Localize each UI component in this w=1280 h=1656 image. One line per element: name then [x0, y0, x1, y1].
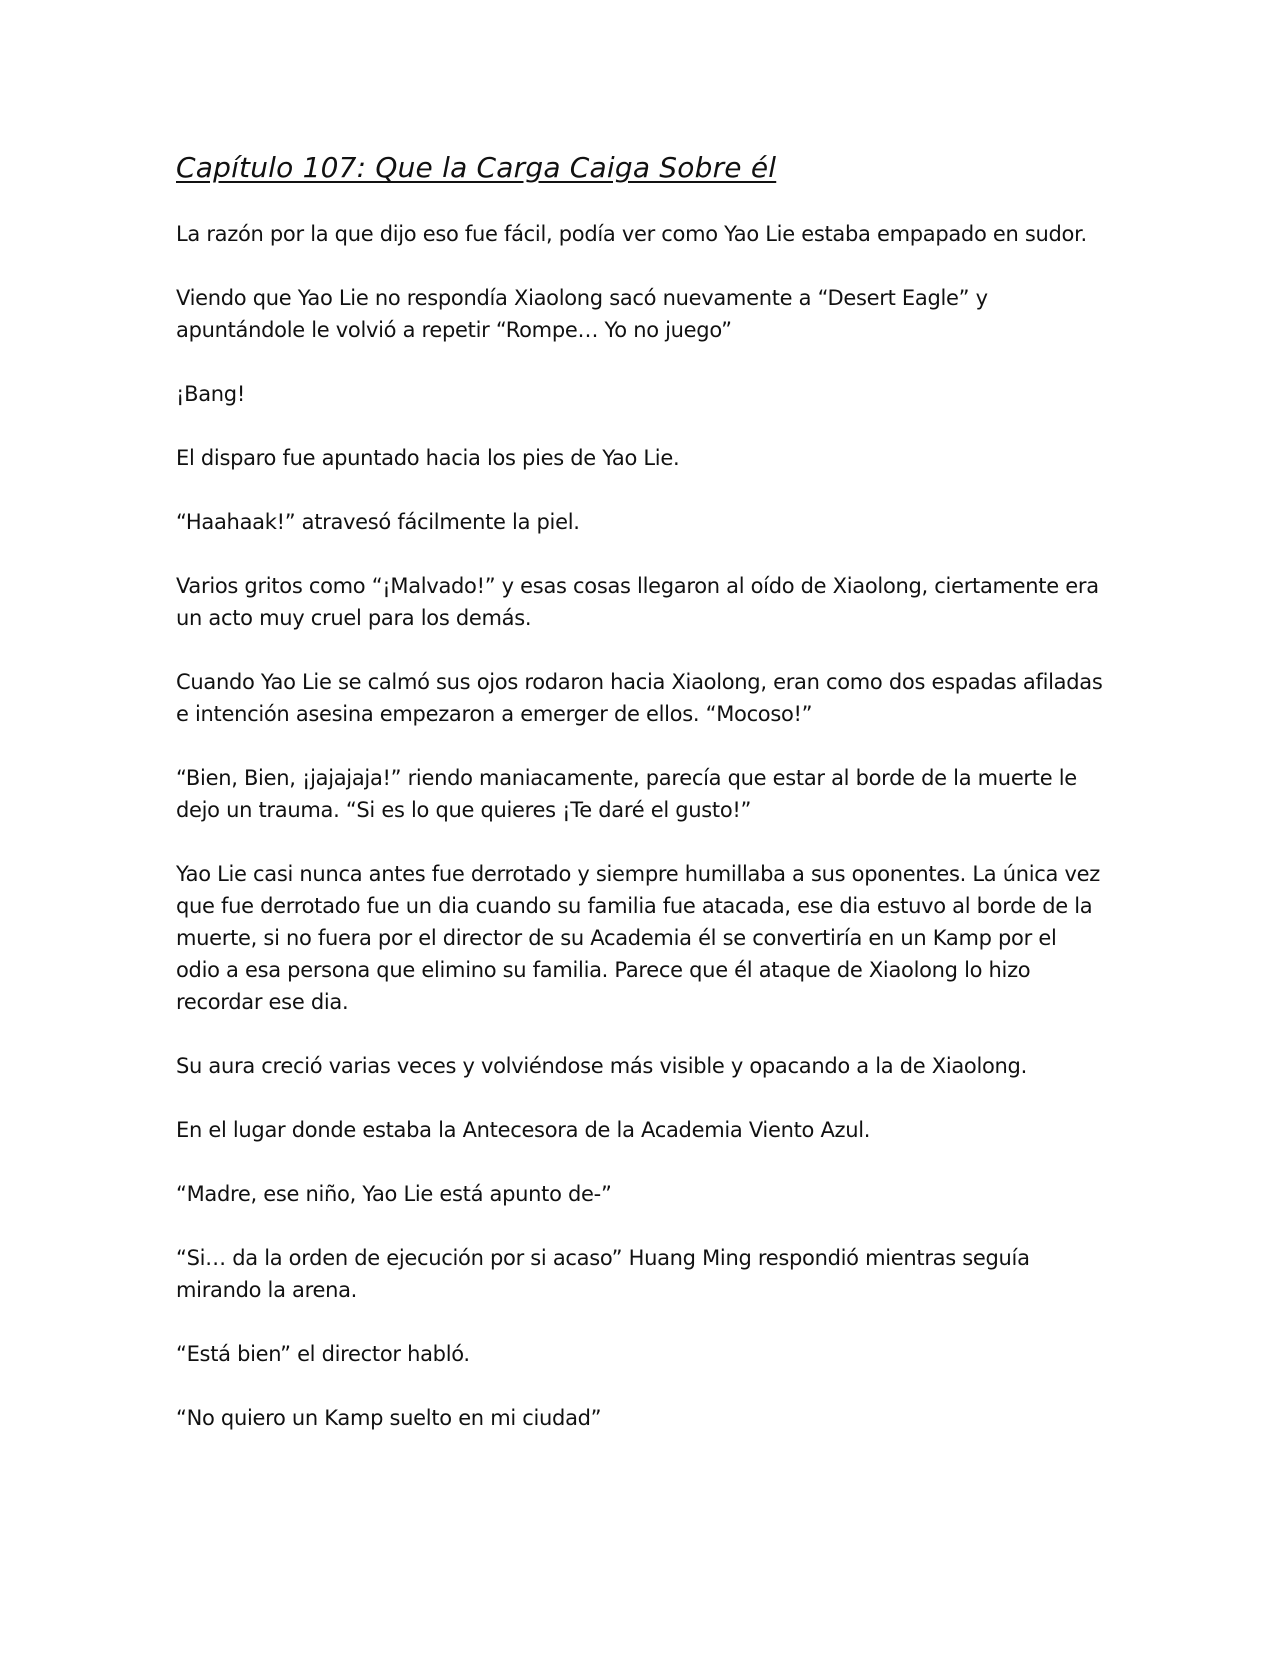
paragraph-6: Varios gritos como “¡Malvado!” y esas cosas llegaron al oído de Xiaolong, ciertamente era un acto muy cruel para los demás.: [176, 574, 1099, 630]
paragraph-1: La razón por la que dijo eso fue fácil, podía ver como Yao Lie estaba empapado en sudor.: [176, 222, 1087, 246]
paragraph-15: “No quiero un Kamp suelto en mi ciudad”: [176, 1406, 602, 1430]
chapter-title: Capítulo 107: Que la Carga Caiga Sobre él: [176, 151, 777, 184]
paragraph-13: “Si… da la orden de ejecución por si acaso” Huang Ming respondió mientras seguía mirando la arena.: [176, 1246, 1030, 1302]
paragraph-10: Su aura creció varias veces y volviéndose más visible y opacando a la de Xiaolong.: [176, 1054, 1027, 1078]
document-body: [176, 148, 1106, 1466]
paragraph-12: “Madre, ese niño, Yao Lie está apunto de-”: [176, 1182, 612, 1206]
paragraph-14: “Está bien” el director habló.: [176, 1342, 470, 1366]
paragraph-5: “Haahaak!” atravesó fácilmente la piel.: [176, 510, 580, 534]
paragraph-11: En el lugar donde estaba la Antecesora de la Academia Viento Azul.: [176, 1118, 871, 1142]
paragraph-4: El disparo fue apuntado hacia los pies de Yao Lie.: [176, 446, 680, 470]
paragraph-9: Yao Lie casi nunca antes fue derrotado y siempre humillaba a sus oponentes. La única vez que fue derrotado fue un dia cuando su familia fue atacada, ese dia estuvo al borde de la muerte, si no fuera por el director de su Academia él se convertiría en un Kamp por el odio a esa persona que elimino su familia. Parece que él ataque de Xiaolong lo hizo recordar ese dia.: [176, 862, 1100, 1014]
paragraph-3: ¡Bang!: [176, 382, 245, 406]
paragraph-2: Viendo que Yao Lie no respondía Xiaolong sacó nuevamente a “Desert Eagle” y apuntándole le volvió a repetir “Rompe… Yo no juego”: [176, 286, 988, 342]
paragraph-8: “Bien, Bien, ¡jajajaja!” riendo maniacamente, parecía que estar al borde de la muerte le dejo un trauma. “Si es lo que quieres ¡Te daré el gusto!”: [176, 766, 1077, 822]
paragraph-7: Cuando Yao Lie se calmó sus ojos rodaron hacia Xiaolong, eran como dos espadas afiladas e intención asesina empezaron a emerger de ellos. “Mocoso!”: [176, 670, 1103, 726]
